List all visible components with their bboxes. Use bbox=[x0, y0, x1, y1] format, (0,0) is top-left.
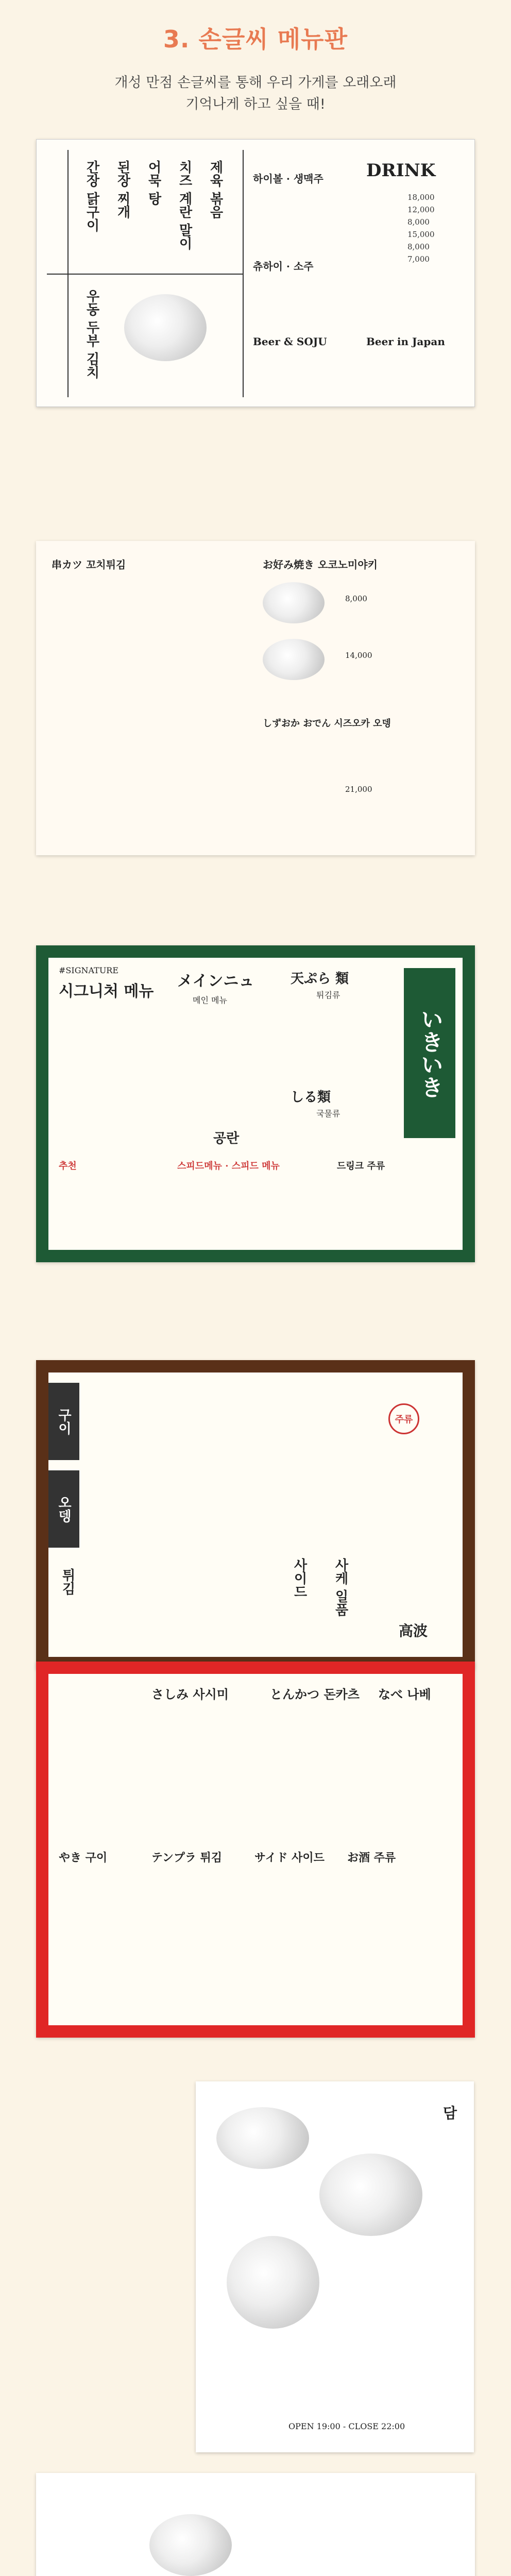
oden-title: しずおか おでん 시즈오카 오뎅 bbox=[263, 718, 391, 729]
guui-tag: 구이 bbox=[48, 1383, 79, 1460]
subtitle-line-2: 기억나게 하고 싶을 때! bbox=[185, 96, 326, 112]
side-title-5: サイド 사이드 bbox=[254, 1851, 325, 1865]
beer-japan-label: Beer in Japan bbox=[366, 335, 445, 348]
menu-board-6 bbox=[36, 2081, 475, 2576]
kushi-title: 串カツ 꼬치튀김 bbox=[52, 558, 126, 571]
food-illustration bbox=[124, 294, 207, 361]
menu-col-1: 간장 닭구이 bbox=[84, 160, 99, 232]
price-b: 14,000 bbox=[345, 651, 372, 660]
tempura-title: 天ぷら 類 bbox=[291, 971, 349, 987]
dish-6e bbox=[149, 2514, 232, 2576]
menu-board-2 bbox=[36, 541, 475, 855]
empty-label: 공란 bbox=[213, 1131, 240, 1146]
ikiiki-banner: いきいき bbox=[404, 968, 455, 1138]
price-list bbox=[407, 191, 435, 265]
drink-title: DRINK bbox=[366, 160, 436, 181]
nabe-title: なべ 나베 bbox=[378, 1687, 431, 1702]
dish-6a bbox=[216, 2107, 309, 2169]
price-6: 7,000 bbox=[407, 255, 430, 264]
price-4: 15,000 bbox=[407, 230, 435, 239]
shiru-sub: 국물류 bbox=[316, 1109, 340, 1118]
twigim-label: 튀김 bbox=[60, 1568, 75, 1595]
menu-board-4 bbox=[36, 1360, 475, 1669]
menu-col-4: 치즈 계란 말이 bbox=[177, 160, 192, 250]
dish-illustration-2 bbox=[263, 639, 325, 680]
tempura-title-5: テンプラ 튀김 bbox=[151, 1851, 223, 1865]
price-3: 8,000 bbox=[407, 217, 430, 227]
price-2: 12,000 bbox=[407, 205, 435, 214]
menu-board-5 bbox=[36, 1662, 475, 2038]
signature-tag: #SIGNATURE bbox=[59, 965, 119, 975]
menu-col-2: 된장 찌개 bbox=[115, 160, 130, 219]
menu-col-6: 우동 두부 김치 bbox=[84, 289, 99, 379]
drink-title-5: お酒 주류 bbox=[347, 1851, 396, 1865]
brand-6: 담 bbox=[443, 2105, 457, 2122]
sashimi-title: さしみ 사시미 bbox=[151, 1687, 229, 1702]
sake-label: 사케 일품 bbox=[333, 1558, 348, 1617]
main-menu-title: メインニュ bbox=[177, 972, 254, 990]
oden-tag: 오뎅 bbox=[48, 1470, 79, 1548]
subtitle-line-1: 개성 만점 손글씨를 통해 우리 가게를 오래오래 bbox=[114, 75, 397, 91]
side-label: 사이드 bbox=[292, 1558, 307, 1598]
okonomi-title: お好み焼き 오코노미야키 bbox=[263, 558, 378, 571]
tonkatsu-title: とんかつ 돈카츠 bbox=[270, 1687, 360, 1702]
menu-board-1 bbox=[36, 139, 475, 407]
main-menu-sub: 메인 메뉴 bbox=[193, 995, 227, 1005]
menu-card-bottom bbox=[36, 2473, 475, 2576]
dish-6b bbox=[319, 2154, 422, 2236]
dish-illustration-1 bbox=[263, 582, 325, 623]
drink-stamp: 주류 bbox=[388, 1403, 419, 1434]
price-1: 18,000 bbox=[407, 193, 435, 202]
section-subtitle bbox=[0, 72, 511, 115]
tempura-sub: 튀김류 bbox=[316, 990, 340, 1000]
drink-title-3: 드링크 주류 bbox=[337, 1161, 385, 1172]
price-5: 8,000 bbox=[407, 242, 430, 251]
menu-board-3 bbox=[36, 945, 475, 1262]
chuhai-label: 츄하이 · 소주 bbox=[253, 260, 314, 273]
price-c: 21,000 bbox=[345, 785, 372, 794]
section-title: 3. 손글씨 메뉴판 bbox=[163, 25, 348, 53]
speed-menu-title: 스피드메뉴 · 스피드 메뉴 bbox=[177, 1161, 280, 1172]
recommend-label: 추천 bbox=[59, 1161, 77, 1172]
price-a: 8,000 bbox=[345, 594, 367, 603]
hours-label: OPEN 19:00 - CLOSE 22:00 bbox=[288, 2421, 405, 2431]
menu-col-3: 어묵 탕 bbox=[146, 160, 161, 206]
menu-card-top bbox=[196, 2081, 474, 2452]
highball-label: 하이볼 · 생맥주 bbox=[253, 173, 323, 185]
signature-title: 시그니처 메뉴 bbox=[59, 982, 154, 1001]
brand-label: 高波 bbox=[399, 1622, 428, 1639]
beer-soju-label: Beer & SOJU bbox=[253, 335, 327, 348]
dish-6c bbox=[227, 2236, 319, 2329]
shiru-title: しる類 bbox=[291, 1090, 331, 1105]
yaki-title: やき 구이 bbox=[59, 1851, 108, 1865]
menu-col-5: 제육 볶음 bbox=[208, 160, 223, 219]
